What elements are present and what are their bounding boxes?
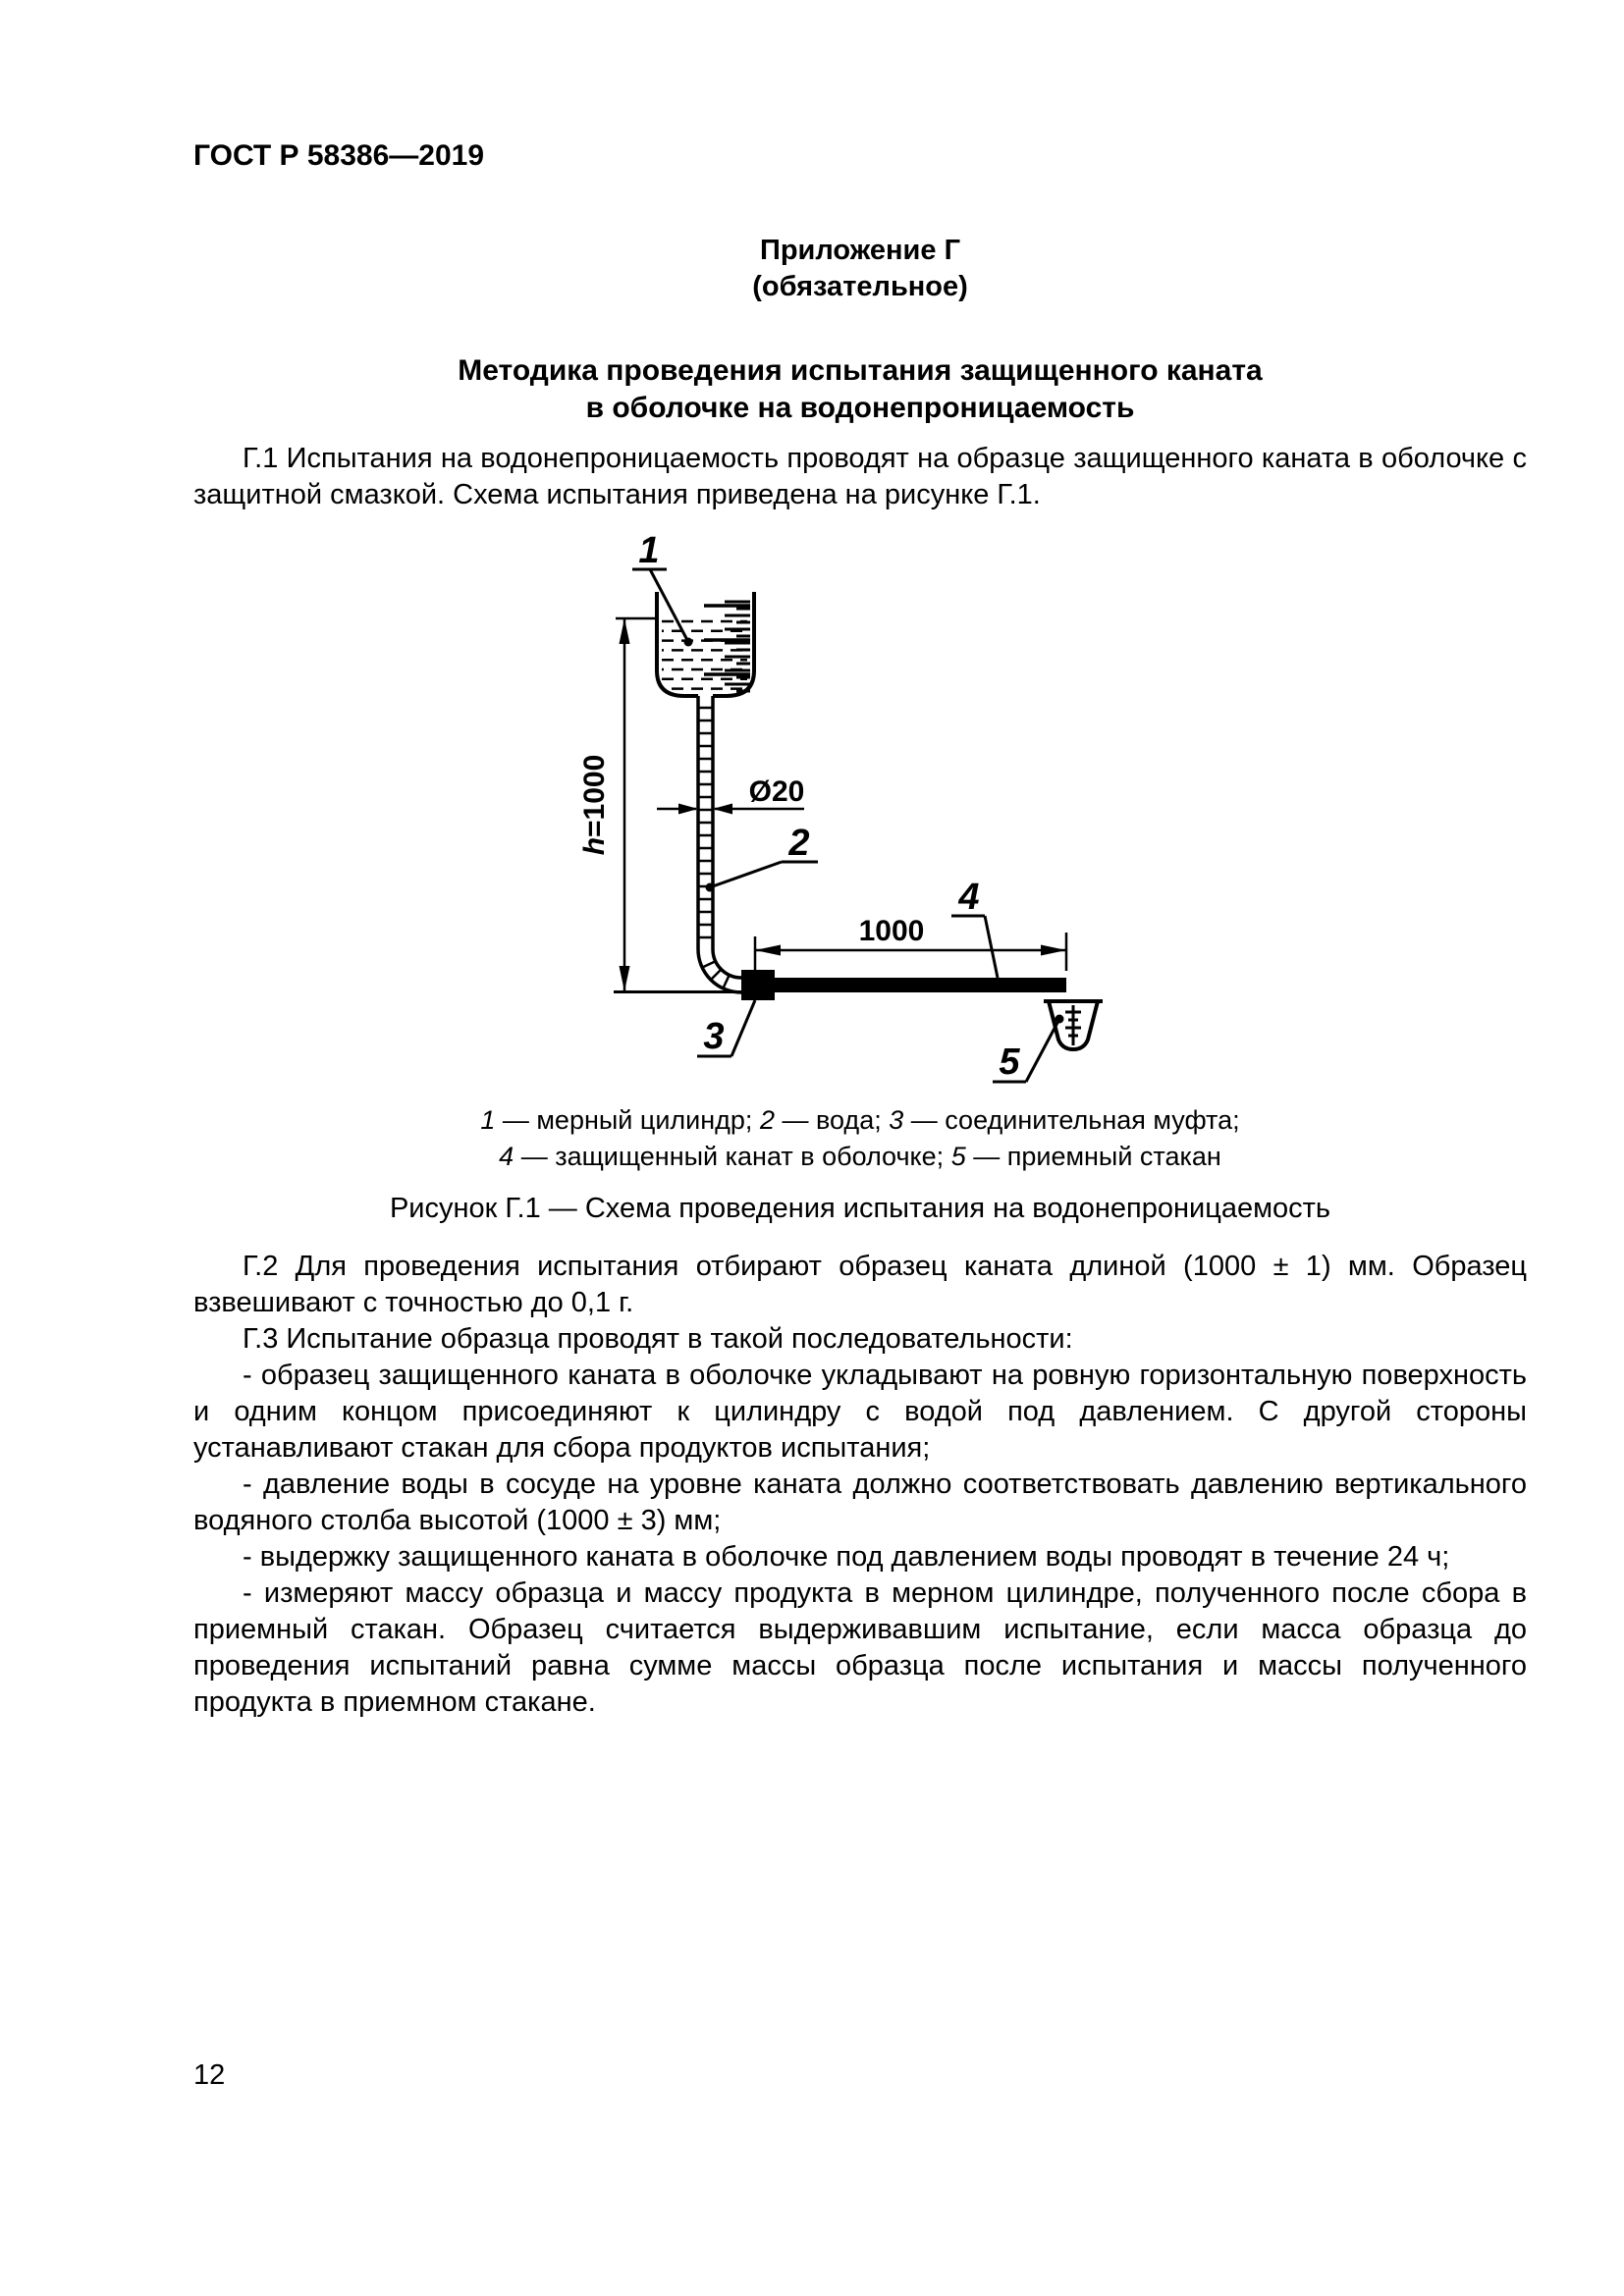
length-dimension-label: 1000: [858, 915, 925, 947]
paragraph-g3-item: - давление воды в сосуде на уровне каната должно соответствовать давлению вертикального водяного столба высотой (1000 ± 3) мм;: [193, 1468, 1527, 1536]
annex-label: Приложение Г: [759, 235, 961, 266]
protected-rope: [775, 978, 1066, 992]
svg-text:4: 4: [958, 877, 980, 918]
doc-number: ГОСТ Р 58386—2019: [193, 139, 485, 172]
paragraph-g3-item: - образец защищенного каната в оболочке укладывают на ровную горизонтальную поверхность и одним концом присоединяют к цилиндру с водой под давлением. С другой стороны устанавливают стакан для сбора продуктов испытания;: [193, 1360, 1527, 1464]
svg-text:5: 5: [999, 1041, 1020, 1083]
figure-caption: Рисунок Г.1 — Схема проведения испытания на водонепроницаемость: [389, 1193, 1331, 1224]
coupling-sleeve: [741, 970, 775, 1000]
paragraph-g2: Г.2 Для проведения испытания отбирают образец каната длиной (1000 ± 1) мм. Образец взвешивают с точностью до 0,1 г.: [193, 1251, 1527, 1318]
annex-heading: [193, 233, 1527, 305]
water-hatching: [662, 621, 747, 689]
callout-rope: [951, 877, 998, 978]
height-dimension: [578, 618, 630, 991]
svg-text:3: 3: [703, 1016, 725, 1057]
length-dimension: [755, 915, 1066, 974]
callout-coupling: [697, 1000, 755, 1057]
figure-legend: [193, 1102, 1527, 1175]
test-scheme-diagram: [510, 527, 1118, 1096]
figure-legend-line: 4 — защищенный канат в оболочке; 5 — приемный стакан: [499, 1142, 1221, 1171]
diameter-dimension: [657, 775, 804, 815]
cylinder-scale: [704, 602, 750, 691]
receiving-cup: [1044, 1001, 1103, 1049]
figure-legend-line: 1 — мерный цилиндр; 2 — вода; 3 — соединительная муфта;: [480, 1105, 1240, 1135]
annex-type: (обязательное): [752, 271, 968, 302]
callout-cylinder: [632, 530, 693, 647]
page-number: 12: [193, 2059, 226, 2091]
paragraph-g3-item: - измеряют массу образца и массу продукта в мерном цилиндре, полученного после сбора в приемный стакан. Образец считается выдерживавшим испытание, если масса образца до проведения испытаний равна сумме массы образца после испытания и массы полученного продукта в приемном стакане.: [193, 1577, 1527, 1718]
figure-g1: [193, 527, 1527, 1227]
page-title: [193, 352, 1527, 427]
callout-water: [706, 823, 819, 892]
svg-text:1: 1: [638, 530, 660, 571]
title-line-1: Методика проведения испытания защищенного каната: [458, 354, 1263, 387]
paragraph-g1: Г.1 Испытания на водонепроницаемость проводят на образце защищенного каната в оболочке с защитной смазкой. Схема испытания приведена на рисунке Г.1.: [193, 443, 1527, 510]
height-dimension-label: h=1000: [578, 754, 611, 856]
title-line-2: в оболочке на водонепроницаемость: [585, 392, 1135, 424]
paragraph-g3-intro: Г.3 Испытание образца проводят в такой последовательности:: [243, 1323, 1073, 1355]
svg-text:2: 2: [788, 823, 810, 864]
vertical-tube: [698, 696, 741, 992]
paragraph-g3-item: - выдержку защищенного каната в оболочке под давлением воды проводят в течение 24 ч;: [243, 1541, 1450, 1573]
diameter-dimension-label: Ø20: [748, 775, 805, 808]
page-content: [193, 0, 1527, 1721]
tube-graduations: [699, 708, 713, 937]
